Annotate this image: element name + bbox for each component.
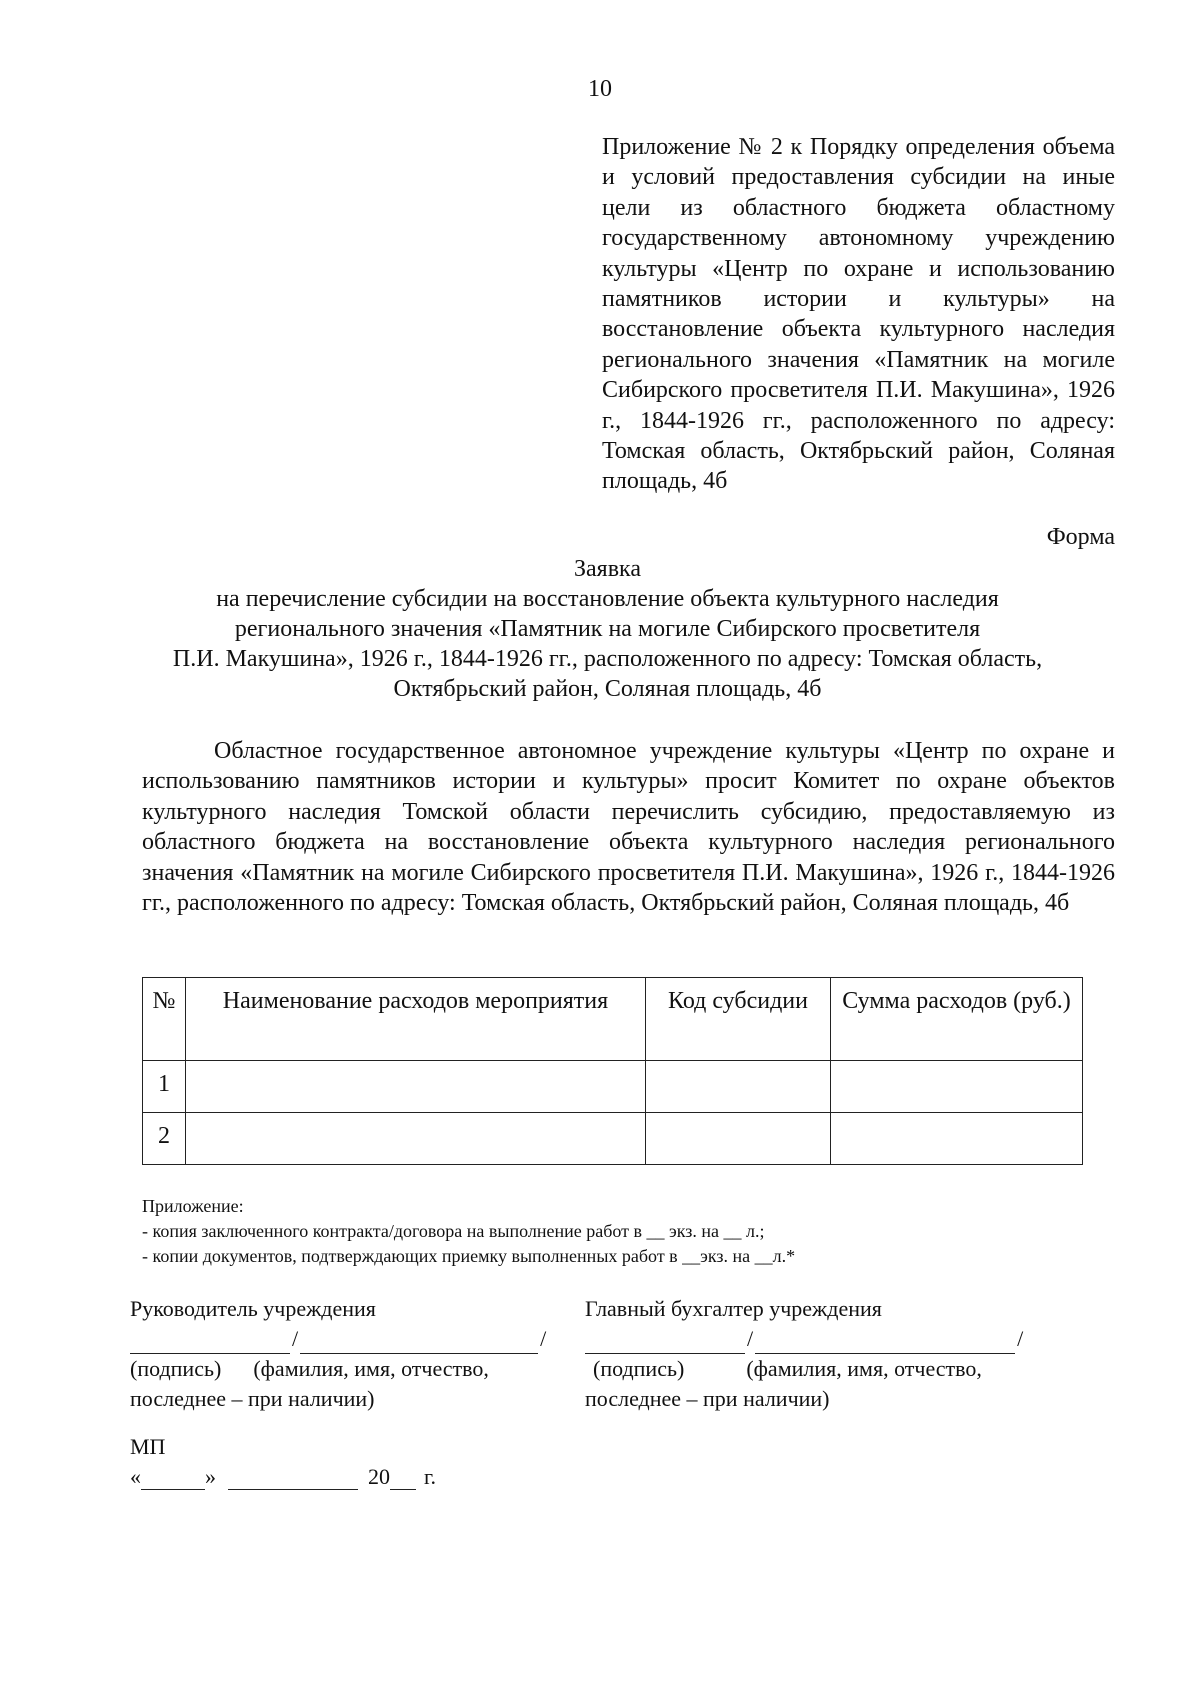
row-expense-sum[interactable] <box>831 1113 1083 1165</box>
page-number: 10 <box>588 76 612 102</box>
table-row <box>143 1061 1083 1113</box>
signature-blank[interactable] <box>130 1329 290 1354</box>
director-signature-block <box>130 1294 570 1414</box>
stamp-label: МП <box>130 1434 166 1459</box>
header-expense-sum: Сумма расходов (руб.) <box>831 978 1083 1061</box>
name-blank[interactable] <box>755 1329 1015 1354</box>
document-title <box>100 554 1115 704</box>
director-signature-line[interactable]: / / <box>130 1324 570 1354</box>
row-subsidy-code[interactable] <box>646 1113 831 1165</box>
row-expense-sum[interactable] <box>831 1061 1083 1113</box>
header-subsidy-code: Код субсидии <box>646 978 831 1061</box>
name-blank[interactable] <box>300 1329 538 1354</box>
month-blank[interactable] <box>228 1465 358 1490</box>
director-name-hint-2: последнее – при наличии) <box>130 1386 375 1411</box>
accountant-name-hint-2: последнее – при наличии) <box>585 1386 830 1411</box>
appendix-header: Приложение № 2 к Порядку определения объема и условий предоставления субсидии на иные цели из областного бюджета областному государственному автономному учреждению культуры «Центр по охране и использованию памятников истории и культуры» на восстановление объекта культурного наследия регионального значения «Памятник на могиле Сибирского просветителя П.И. Макушина», 1926 г., 1844-1926 гг., расположенного по адресу: Томская область, Октябрьский район, Соляная площадь, 4б <box>602 134 1115 495</box>
date-open-quote: « <box>130 1464 141 1489</box>
director-signature-hint: (подпись) <box>130 1356 222 1381</box>
attachments-list <box>142 1194 795 1269</box>
title-line-3: регионального значения «Памятник на могиле Сибирского просветителя <box>234 616 981 642</box>
director-name-hint: (фамилия, имя, отчество, <box>253 1356 489 1381</box>
attachments-heading: Приложение: <box>142 1196 244 1216</box>
date-line <box>130 1464 436 1490</box>
form-label: Форма <box>1046 524 1115 550</box>
year-suffix: г. <box>424 1464 437 1489</box>
title-line-1: Заявка <box>574 556 641 582</box>
accountant-name-hint: (фамилия, имя, отчество, <box>746 1356 982 1381</box>
header-expense-name: Наименование расходов мероприятия <box>186 978 646 1061</box>
attachment-item: - копии документов, подтверждающих приемку выполненных работ в __экз. на __л.* <box>142 1246 796 1266</box>
signature-blank[interactable] <box>585 1329 745 1354</box>
title-line-4: П.И. Макушина», 1926 г., 1844-1926 гг., расположенного по адресу: Томская область, <box>172 646 1043 672</box>
attachment-item: - копия заключенного контракта/договора на выполнение работ в __ экз. на __ л.; <box>142 1221 765 1241</box>
year-blank[interactable] <box>390 1465 416 1490</box>
day-blank[interactable] <box>141 1465 205 1490</box>
row-number: 1 <box>143 1061 186 1113</box>
request-body-text: Областное государственное автономное учреждение культуры «Центр по охране и использованию памятников истории и культуры» просит Комитет по охране объектов культурного наследия Томской области перечислить субсидию, предоставляемую из областного бюджета на восстановление объекта культурного наследия регионального значения «Памятник на могиле Сибирского просветителя П.И. Макушина», 1926 г., 1844-1926 гг., расположенного по адресу: Томская область, Октябрьский район, Соляная площадь, 4б <box>142 738 1115 917</box>
director-title: Руководитель учреждения <box>130 1296 376 1321</box>
expenses-table <box>142 977 1083 1165</box>
row-expense-name[interactable] <box>186 1061 646 1113</box>
row-expense-name[interactable] <box>186 1113 646 1165</box>
table-row <box>143 1113 1083 1165</box>
accountant-signature-line[interactable]: / / <box>585 1324 1045 1354</box>
accountant-signature-hint: (подпись) <box>593 1356 685 1381</box>
row-number: 2 <box>143 1113 186 1165</box>
accountant-signature-block <box>585 1294 1045 1414</box>
date-close-quote: » <box>205 1464 216 1489</box>
accountant-title: Главный бухгалтер учреждения <box>585 1296 882 1321</box>
table-header-row <box>143 978 1083 1061</box>
row-subsidy-code[interactable] <box>646 1061 831 1113</box>
title-line-5: Октябрьский район, Соляная площадь, 4б <box>393 676 822 702</box>
year-prefix: 20 <box>368 1464 390 1489</box>
title-line-2: на перечисление субсидии на восстановление объекта культурного наследия <box>216 586 999 612</box>
header-number: № <box>143 978 186 1061</box>
